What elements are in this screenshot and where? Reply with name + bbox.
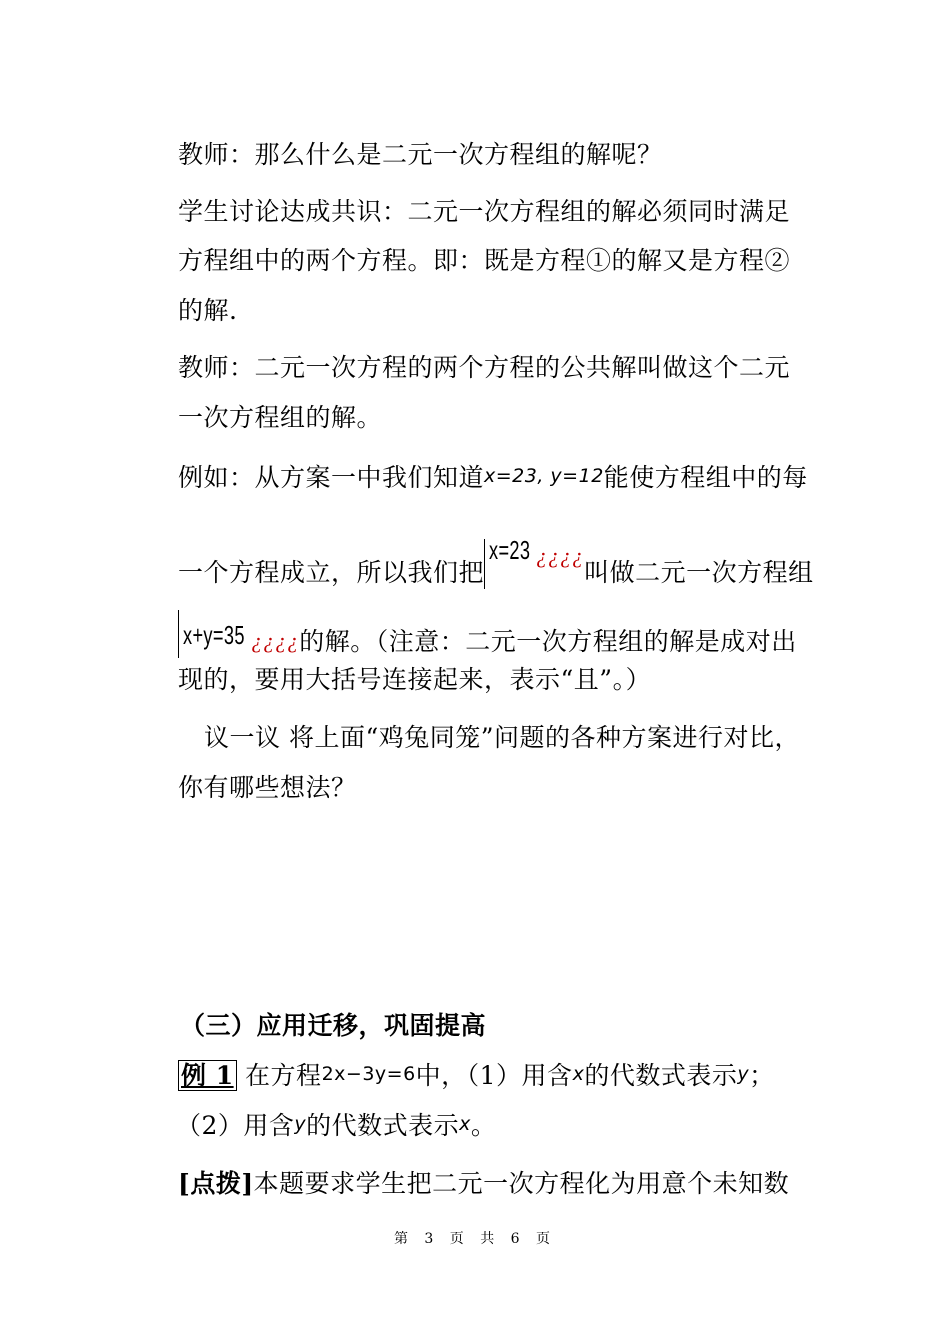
example-text: 能使方程组中的每 [603,463,808,492]
page-footer: 第 3 页 共 6 页 [393,1231,557,1247]
example-text: 在方程 [236,1061,322,1090]
hint-line [178,1168,789,1200]
example-text: 叫做二元一次方程组 [584,558,814,587]
example-text: （2）用含 [176,1111,295,1140]
example-text: ； [749,1061,775,1090]
variable-y: y [294,1113,307,1135]
hint-text: 本题要求学生把二元一次方程化为用意个未知数 [253,1169,790,1198]
example-text: 的代数式表示 [306,1111,460,1140]
equation-system-part-2 [178,610,299,658]
example-text: 的解。（注意：二元一次方程组的解是成对出 [299,627,797,656]
equation-text: x=23 [489,535,531,565]
example-text: 例如：从方案一中我们知道 [178,463,485,492]
student-consensus-line-1: 学生讨论达成共识：二元一次方程组的解必须同时满足 [178,197,791,226]
student-consensus-line-3: 的解. [178,296,238,325]
example-text: 。 [470,1111,497,1140]
example-line-3 [178,610,797,658]
hint-label: [点拨] [178,1169,254,1198]
example-text: 的代数式表示 [584,1061,738,1090]
example-label: 例 1 [178,1060,237,1091]
student-consensus-line-2: 方程组中的两个方程。即：既是方程①的解又是方程② [178,246,791,275]
example-text: 中，（1）用含 [415,1061,573,1090]
inline-math: 2x−3y=6 [321,1063,416,1085]
example-1-line-2 [176,1108,496,1142]
inline-math: x=23, y=12 [484,465,604,487]
discuss-line-1: 议一议 将上面“鸡兔同笼”问题的各种方案进行对比， [204,723,801,752]
variable-x: x [459,1113,471,1135]
discuss-line-2: 你有哪些想法？ [178,773,357,802]
brace-bar [484,539,485,589]
example-line-1 [178,460,808,494]
brace-bar [178,610,179,658]
teacher-definition-line-1: 教师：二元一次方程的两个方程的公共解叫做这个二元 [178,353,791,382]
garbled-glyphs: ¿¿¿¿ [251,628,300,653]
section-heading: （三）应用迁移，巩固提高 [180,1011,487,1040]
teacher-question: 教师：那么什么是二元一次方程组的解呢？ [178,140,663,169]
equation-system-part-1 [484,534,584,589]
garbled-glyphs: ¿¿¿¿ [536,543,585,568]
example-1-line-1 [178,1058,775,1092]
example-line-4: 现的，要用大括号连接起来，表示“且”。） [178,665,652,694]
equation-text: x+y=35 [183,620,245,650]
variable-y: y [737,1063,750,1085]
variable-x: x [572,1063,585,1085]
teacher-definition-line-2: 一次方程组的解。 [178,403,383,432]
example-line-2 [178,534,814,589]
example-text: 一个方程成立，所以我们把 [178,558,485,587]
